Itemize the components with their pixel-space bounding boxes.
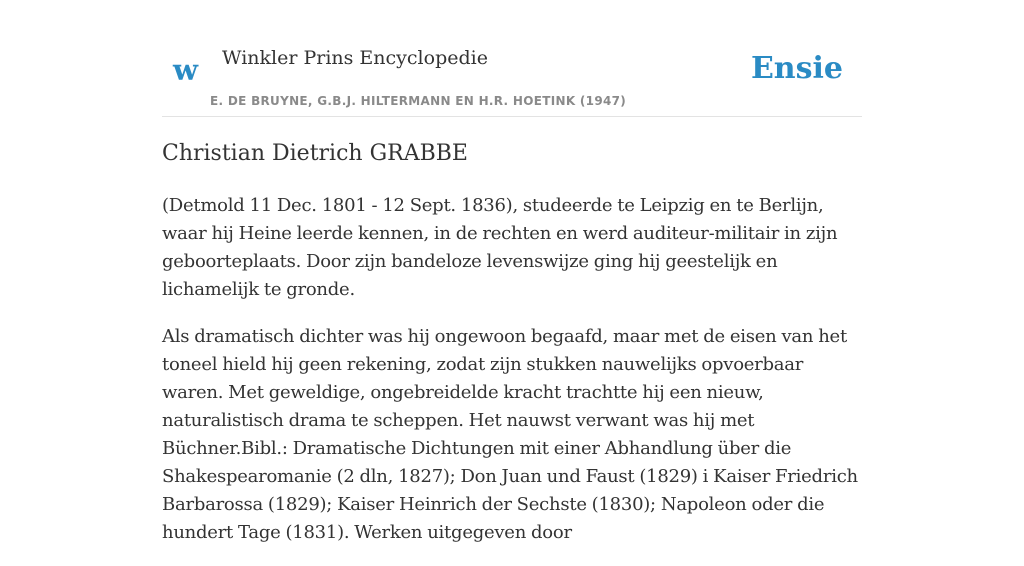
source-header	[162, 0, 862, 117]
source-authors: E. DE BRUYNE, G.B.J. HILTERMANN EN H.R. HOETINK (1947)	[210, 94, 627, 108]
article-title: Christian Dietrich GRABBE	[162, 141, 468, 166]
article-paragraph: (Detmold 11 Dec. 1801 - 12 Sept. 1836), studeerde te Leipzig en te Berlijn, waar hij Heine leerde kennen, in de rechten en werd auditeur-militair in zijn geboorteplaats. Door zijn bandeloze levenswijze ging hij geestelijk en lichamelijk te gronde.	[162, 195, 838, 300]
source-title[interactable]: Winkler Prins Encyclopedie	[222, 47, 488, 69]
ensie-logo-link[interactable]: Ensie	[750, 51, 843, 86]
article-paragraph: Als dramatisch dichter was hij ongewoon begaafd, maar met de eisen van het toneel hield hij geen rekening, zodat zijn stukken nauwelijks opvoerbaar waren. Met geweldige, ongebreidelde kracht trachtte hij een nieuw, naturalistisch drama te scheppen. Het nauwst verwant was hij met Büchner.Bibl.: Dramatische Dichtungen mit einer Abhandlung über die Shakespearomanie (2 dln, 1827); Don Juan und Faust (1829) i Kaiser Friedrich Barbarossa (1829); Kaiser Heinrich der Sechste (1830); Napoleon oder die hundert Tage (1831). Werken uitgegeven door	[162, 326, 858, 543]
article-body	[162, 192, 862, 566]
source-logo-icon[interactable]: w	[173, 53, 198, 87]
